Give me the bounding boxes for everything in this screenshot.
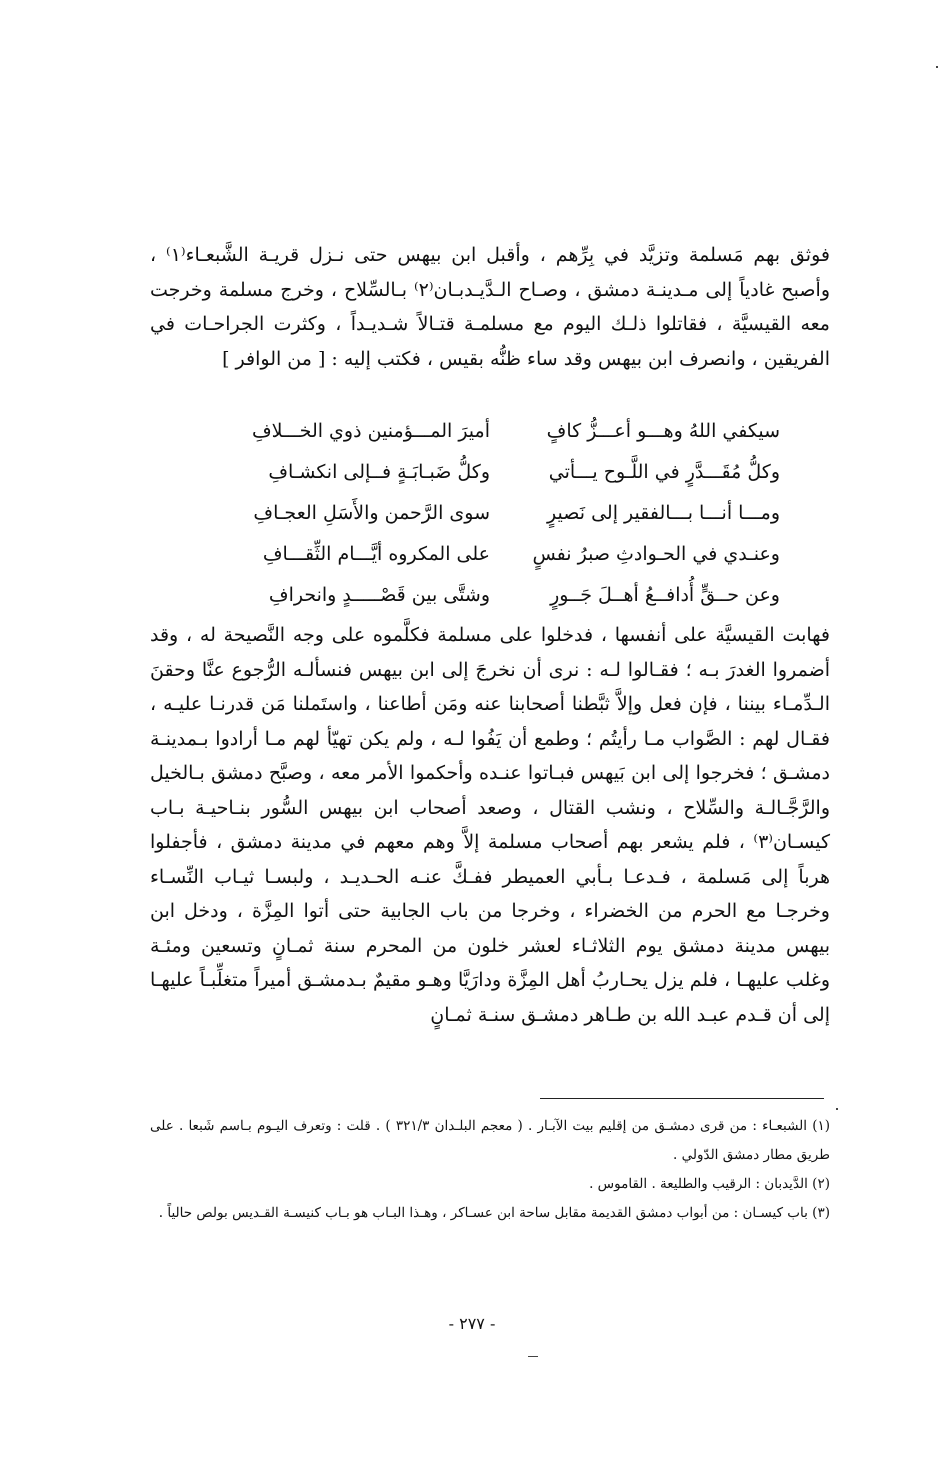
footnote-2: (٢) الدَّيدبان : الرقيب والطليعة . القاموس . [589,1176,830,1192]
poem-verse [200,492,780,533]
verse-first-hemistich: ومـــا أنـــا بـــالفقير إلى نَصيرٍ [547,501,780,524]
paragraph-text: فوثق بهم مَسلمة وتزيَّد في بِرِّهم ، وأقبل ابن بيهس حتى نـزل قريـة الشَّبعـاء⁽١⁾ ، وأصبح غادياً إلى مـدينـة دمشق ، وصـاح الـدَّيـدبـان⁽٢⁾ بـالسِّلاح ، وخرج مسلمة وخرجت معه القيسيَّة ، فقاتلوا ذلـك اليوم مع مسلمـة قتـالاً شـديـداً ، وكثرت الجراحـات في الفريقين ، وانصرف ابن بيهس وقد ساء ظنُّه بقيس ، فكتب إليه : [ من الوافر ] [150,244,830,370]
scan-speck [528,1356,538,1357]
paragraph-text: فهابت القيسيَّة على أنفسها ، فدخلوا على مسلمة فكلَّموه على وجه النَّصيحة له ، وقد أضمروا الغدرَ بـه ؛ فقـالوا لـه : نرى أن نخرجَ إلى ابن بيهس فنسألـه الرُّجوع عنَّا وحقنَ الـدِّمـاء بيننا ، فإن فعل وإلاَّ ثبَّطنا أصحابنا عنه ومَن أطاعنا ، واستَملنا مَن قدرنـا عليـه ، فقـال لهم : الصَّواب مـا رأيتُم ؛ وطمع أن يَفُوا لـه ، ولم يكن تهيّأ لهم مـا أرادوا بـمدينـة دمشـق ؛ فخرجوا إلى ابن بَيهس فبـاتوا عنـده وأحكموا الأمر معه ، وصبَّح دمشق بـالخيل والرَّجَّـالـة والسِّلاح ، ونشب القتال ، وصعد أصحاب ابن بيهس السُّور بنـاحيـة بـاب كيسـان⁽٣⁾ ، فلم يشعر بهم أصحاب مسلمة إلاَّ وهم معهم في مدينة دمشق ، فأجفلوا هرباً إلى مَسلمة ، فـدعـا بـأبي العميطر ففـكَّ عنـه الحـديـد ، ولبسـا ثيـاب النِّسـاء وخرجـا مع الحرم من الخضراء ، وخرجا من باب الجابية حتى أتوا المِزَّة ، ودخل ابن بيهس مدينة دمشق يوم الثلاثـاء لعشر خلون من المحرم سنة ثمـانٍ وتسعين ومئـة وغلب عليهـا ، فلم يزل يحـاربُ أهل المِزَّة ودارَيَّا وهـو مقيمٌ بـدمشـق أميراً متغلِّبـاً عليهـا إلى أن قـدم عبـد الله بن طـاهر دمشـق سنـة ثمـانٍ [150,624,830,1026]
scan-speck [836,1108,838,1110]
body-paragraph-2 [150,618,830,1032]
poem-verse [200,410,780,451]
poem-verse [200,451,780,492]
verse-first-hemistich: وعن حــقٍّ أُدافــعُ أهــلَ جَــورٍ [550,583,780,606]
verse-first-hemistich: وعنـدي في الحـوادثِ صبرُ نفسٍ [532,542,780,565]
verse-second-hemistich: أميرَ المـــؤمنين ذوي الخـــلافِ [251,419,490,442]
scan-speck [936,66,938,68]
footnote-1: (١) الشبعـاء : من قرى دمشـق من إقليم بيت الآبـار . ( معجم البلـدان ٣٢١/٣ ) . قلت : وتعرف اليـوم بـاسم شَبعا . على طريق مطار دمشق الدّولي . [150,1118,831,1163]
footnotes [150,1112,830,1228]
verse-second-hemistich: وكلُّ ضَبـابَـةٍ فــإلى انكشـافِ [268,460,490,483]
body-paragraph-1 [150,238,830,376]
poem-verses [200,410,780,615]
poem-verse [200,533,780,574]
verse-second-hemistich: على المكروه أيَّـــام الثِّقـــافِ [262,542,490,565]
verse-second-hemistich: وشتَّى بين قَصْـــــدٍ وانحرافِ [268,583,490,606]
verse-first-hemistich: وكلُّ مُقَـــدَّرٍ في اللَّـوح يـــأتي [548,460,780,483]
verse-first-hemistich: سيكفي اللهُ وهـــو أعـــزُّ كافٍ [546,419,780,442]
poem-verse [200,574,780,615]
verse-second-hemistich: سوى الرَّحمن والأَسَلِ العجـافِ [253,501,490,524]
footnote-separator [540,1098,824,1099]
footnote-3: (٣) باب كيسـان : من أبواب دمشق القديمة مقابل ساحة ابن عسـاكر ، وهـذا البـاب هو بـاب كنيسـة القـديس بولص حالياً . [158,1205,830,1221]
page-number: - ٢٧٧ - [448,1314,496,1333]
